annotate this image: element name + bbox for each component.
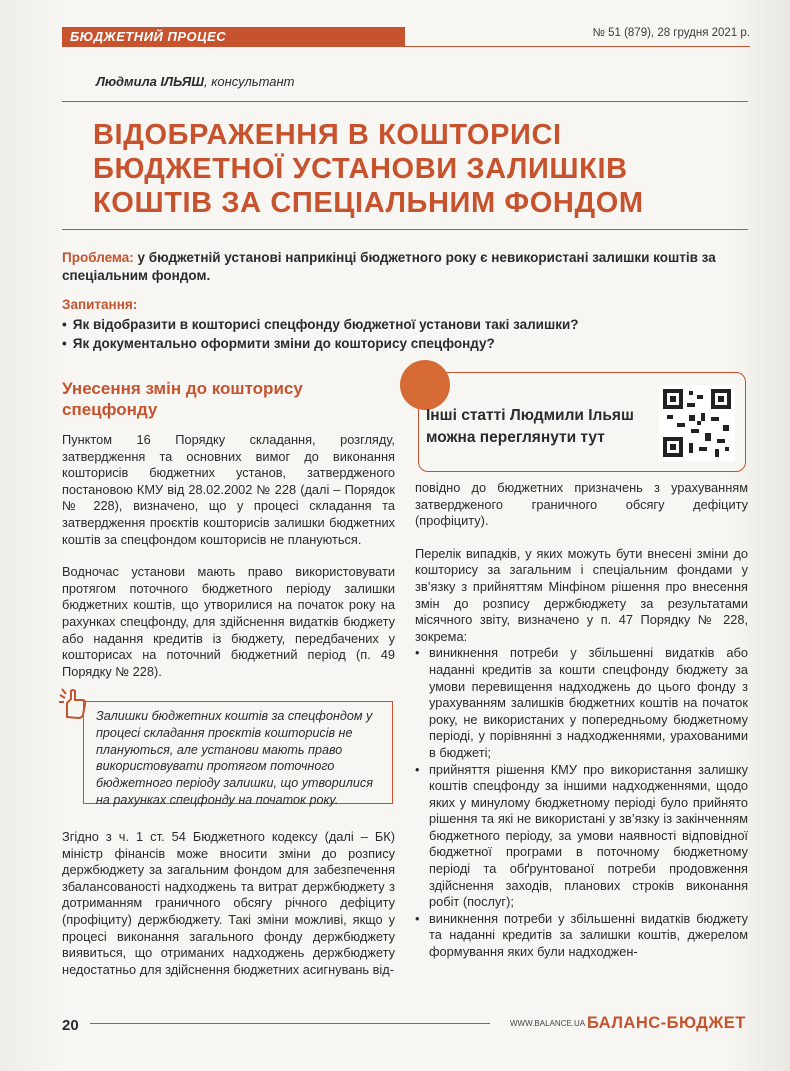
section-header-tab: БЮДЖЕТНИЙ ПРОЦЕС (62, 27, 405, 47)
problem-label: Проблема: (62, 250, 134, 265)
problem-text: у бюджетній установі наприкінці бюджетного року є невикористані залишки коштів за спеціальним фондом. (62, 250, 716, 283)
footer-rule (90, 1023, 490, 1024)
question-item: • Як документально оформити зміни до кошторису спецфонду? (62, 334, 742, 353)
list-item: • виникнення потреби у збільшенні видатків або наданні кредитів за кошти спецфонду бюджету за умови перевищення надходжень до цього фонду з урахуванням залишків бюджетних коштів на початок року, не використаних у попередньому бюджетному періоді, у порівнянні з надходженнями, урахованими в бюджеті; (415, 645, 748, 761)
left-column-bottom (62, 829, 395, 978)
list-item: • виникнення потреби у збільшенні видатків бюджету та наданні кредитів за залишки коштів, джерелом формування яких були надходжен- (415, 911, 748, 961)
questions-label: Запитання: (62, 297, 138, 312)
promo-text[interactable]: Інші статті Людмили Ільяш можна переглянути тут (426, 407, 634, 446)
cases-list (415, 645, 748, 960)
article-title: ВІДОБРАЖЕННЯ В КОШТОРИСІ БЮДЖЕТНОЇ УСТАНОВИ ЗАЛИШКІВ КОШТІВ ЗА СПЕЦІАЛЬНИМ ФОНДОМ (93, 119, 644, 219)
title-top-rule (62, 101, 748, 102)
left-column-top (62, 432, 395, 680)
paragraph: Водночас установи мають право використовувати протягом поточного бюджетного періоду залишки бюджетних коштів, що утворилися на початок року на рахунках спецфонду, для здійснення видатків бюджету або надання кредитів із бюджету, передбачених у кошторисах на поточний бюджетний період (п. 49 Порядку № 228). (62, 564, 395, 679)
paragraph: Перелік випадків, у яких можуть бути внесені зміни до кошторису за загальним і спеціальним фондами у зв’язку з прийняттям Мінфіном рішення про внесення змін до розпису держбюджету за результатами місячного звіту, визначено у п. 47 Порядку № 228, зокрема: (415, 545, 748, 644)
author-name: Людмила ІЛЬЯШ (96, 74, 204, 89)
questions-list (62, 315, 742, 353)
question-item: • Як відобразити в кошторисі спецфонду бюджетної установи такі залишки? (62, 315, 742, 334)
page-number: 20 (62, 1017, 79, 1034)
issue-info: № 51 (879), 28 грудня 2021 р. (592, 27, 750, 39)
magazine-brand: БАЛАНС-БЮДЖЕТ (587, 1014, 746, 1032)
author-badge-icon (400, 360, 450, 410)
problem-block (62, 249, 742, 285)
highlight-note: Залишки бюджетних коштів за спецфондом у процесі складання проєктів кошторисів не плануються, але установи мають право використовувати протягом поточного бюджетного періоду залишки, що утворилися на рахунках спецфонду на початок року. (83, 701, 393, 804)
title-bottom-rule (62, 229, 748, 230)
list-item: • прийняття рішення КМУ про використання залишку коштів спецфонду за іншими надходженнями, щодо яких у минулому бюджетному періоді було прийнято рішення та які не використані у зв’язку із закінченням бюджетного періоду, за умови наявності відповідної бюджетної програми в поточному бюджетному періоді та обґрунтованої потреби продовження здійснення заходів, планових строків виконання робіт (послуг); (415, 762, 748, 911)
section-title: Унесення змін до кошторису спецфонду (62, 379, 303, 419)
paragraph: повідно до бюджетних призначень з урахуванням затвердженого граничного обсягу дефіциту (профіциту). (415, 480, 748, 529)
qr-code-icon[interactable] (659, 385, 735, 461)
author-role: , консультант (203, 74, 295, 89)
website-link[interactable]: WWW.BALANCE.UA (510, 1019, 586, 1028)
right-column (415, 480, 748, 961)
header-rule (405, 46, 750, 47)
paragraph: Згідно з ч. 1 ст. 54 Бюджетного кодексу (далі – БК) міністр фінансів може вносити зміни до розпису держбюджету за загальним фондом для забезпечення збалансованості надходжень та витрат держбюджету з дотриманням граничного обсягу річного дефіциту (профіциту) держбюджету. Такі зміни можливі, якщо у процесі виконання загального фонду держбюджету виявиться, що отриманих надходжень держбюджету недостатньо для здійснення бюджетних асигнувань від- (62, 829, 395, 977)
paragraph: Пунктом 16 Порядку складання, розгляду, затвердження та основних вимог до виконання кошторисів бюджетних установ, затвердженого постановою КМУ від 28.02.2002 № 228 (далі – Порядок № 228), визначено, що у процесі складання та затвердження проєктів кошторисів залишки бюджетних коштів за спецфондом кошторисів не плануються. (62, 432, 395, 547)
author-line (96, 74, 295, 89)
